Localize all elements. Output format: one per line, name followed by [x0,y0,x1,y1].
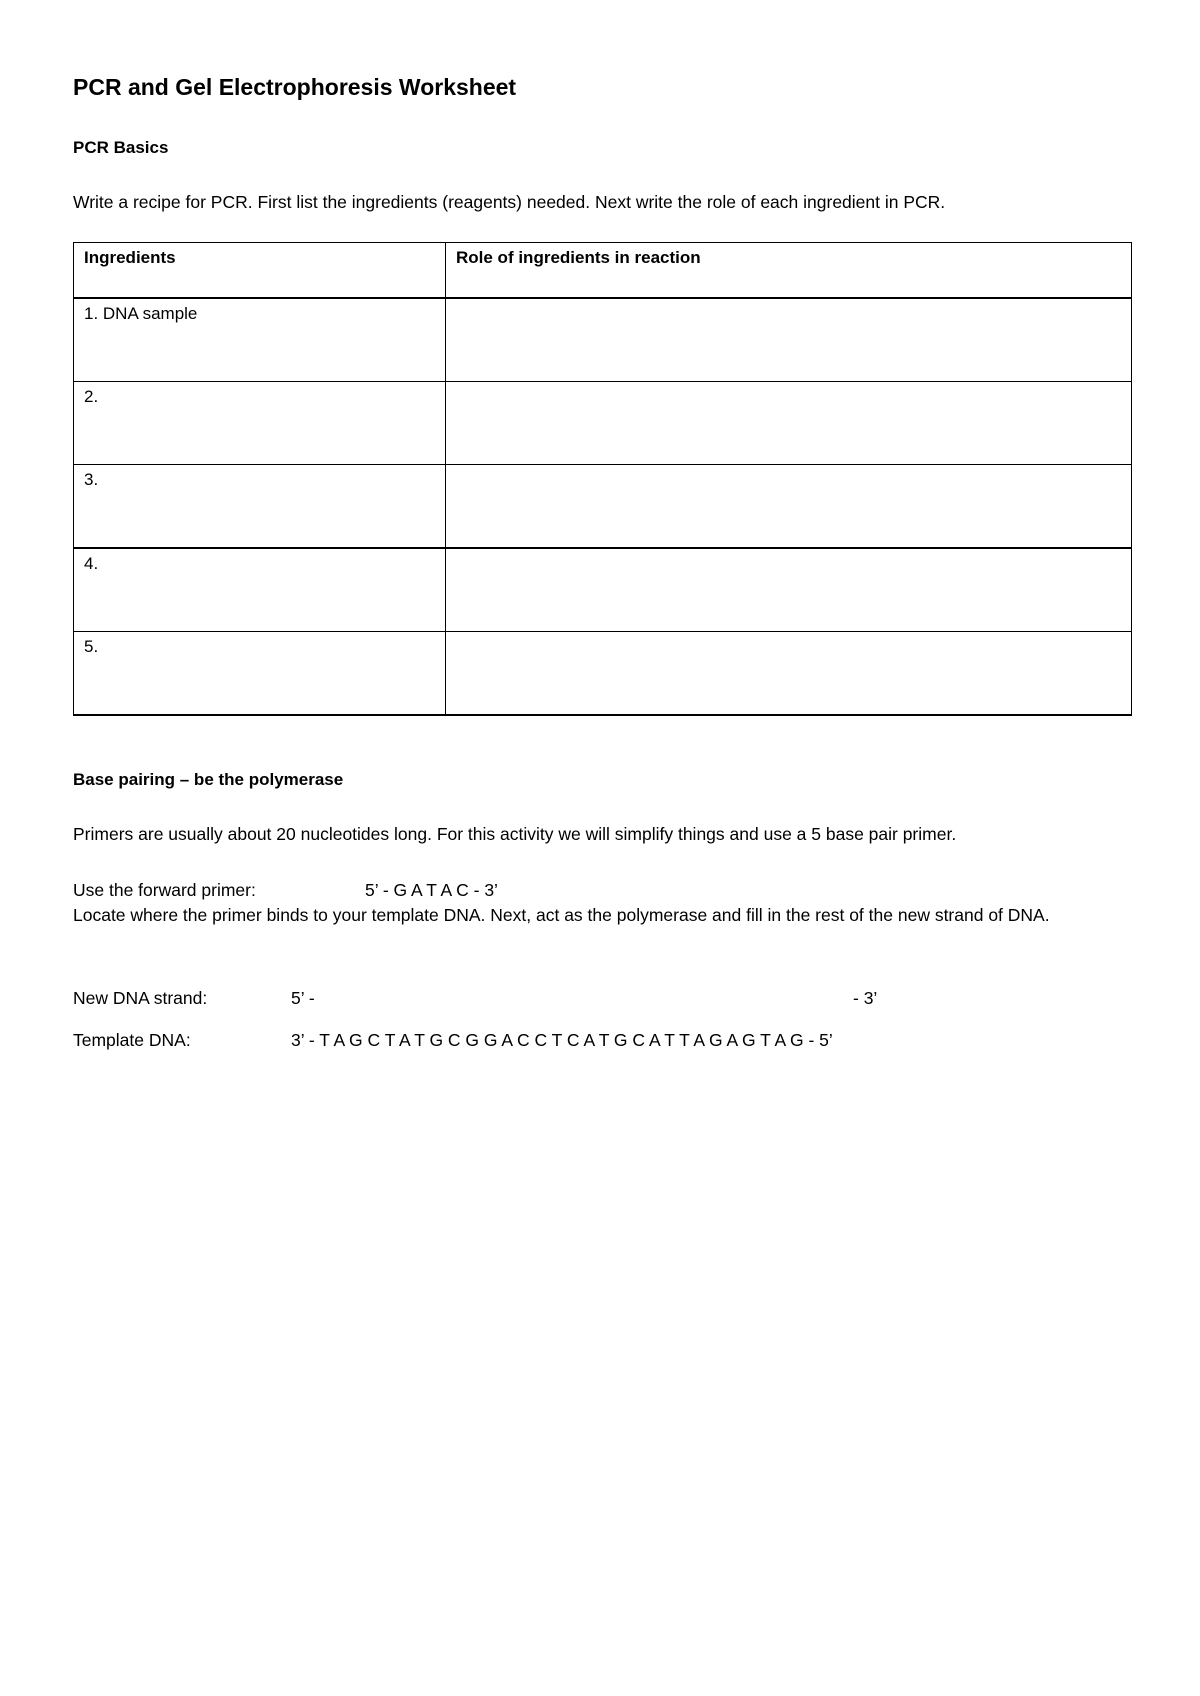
recipe-table [73,242,1132,716]
primer-intro: Primers are usually about 20 nucleotides long. For this activity we will simplify things and use a 5 base pair primer. [73,824,957,844]
header-ingredients: Ingredients [74,243,446,299]
primer-label: Use the forward primer: [73,880,256,900]
role-cell[interactable] [446,382,1132,465]
role-cell[interactable] [446,298,1132,382]
template-sequence: 3’ - T A G C T A T G C G G A C C T C A T G C A T T A G A G T A G - 5’ [291,1030,833,1050]
role-cell[interactable] [446,465,1132,549]
locate-instruction: Locate where the primer binds to your template DNA. Next, act as the polymerase and fill in the rest of the new strand of DNA. [73,905,1050,925]
table-header-row [74,243,1132,299]
table-row [74,465,1132,549]
table-row [74,632,1132,716]
new-strand-three-prime: - 3’ [853,988,878,1008]
page-title: PCR and Gel Electrophoresis Worksheet [73,74,517,100]
table-row [74,298,1132,382]
template-label: Template DNA: [73,1030,191,1050]
new-strand-five-prime: 5’ - [291,988,315,1008]
header-role: Role of ingredients in reaction [446,243,1132,299]
ingredient-cell[interactable]: 2. [74,382,446,465]
primer-sequence: 5’ - G A T A C - 3’ [365,880,498,900]
base-pairing-heading: Base pairing – be the polymerase [73,770,344,789]
ingredient-cell[interactable]: 3. [74,465,446,549]
table-row [74,548,1132,632]
table-row [74,382,1132,465]
pcr-basics-heading: PCR Basics [73,138,169,157]
role-cell[interactable] [446,632,1132,716]
ingredient-cell[interactable]: 1. DNA sample [74,298,446,382]
pcr-instruction: Write a recipe for PCR. First list the ingredients (reagents) needed. Next write the role of each ingredient in PCR. [73,192,946,212]
ingredient-cell[interactable]: 4. [74,548,446,632]
role-cell[interactable] [446,548,1132,632]
ingredient-cell[interactable]: 5. [74,632,446,716]
new-strand-label: New DNA strand: [73,988,208,1008]
